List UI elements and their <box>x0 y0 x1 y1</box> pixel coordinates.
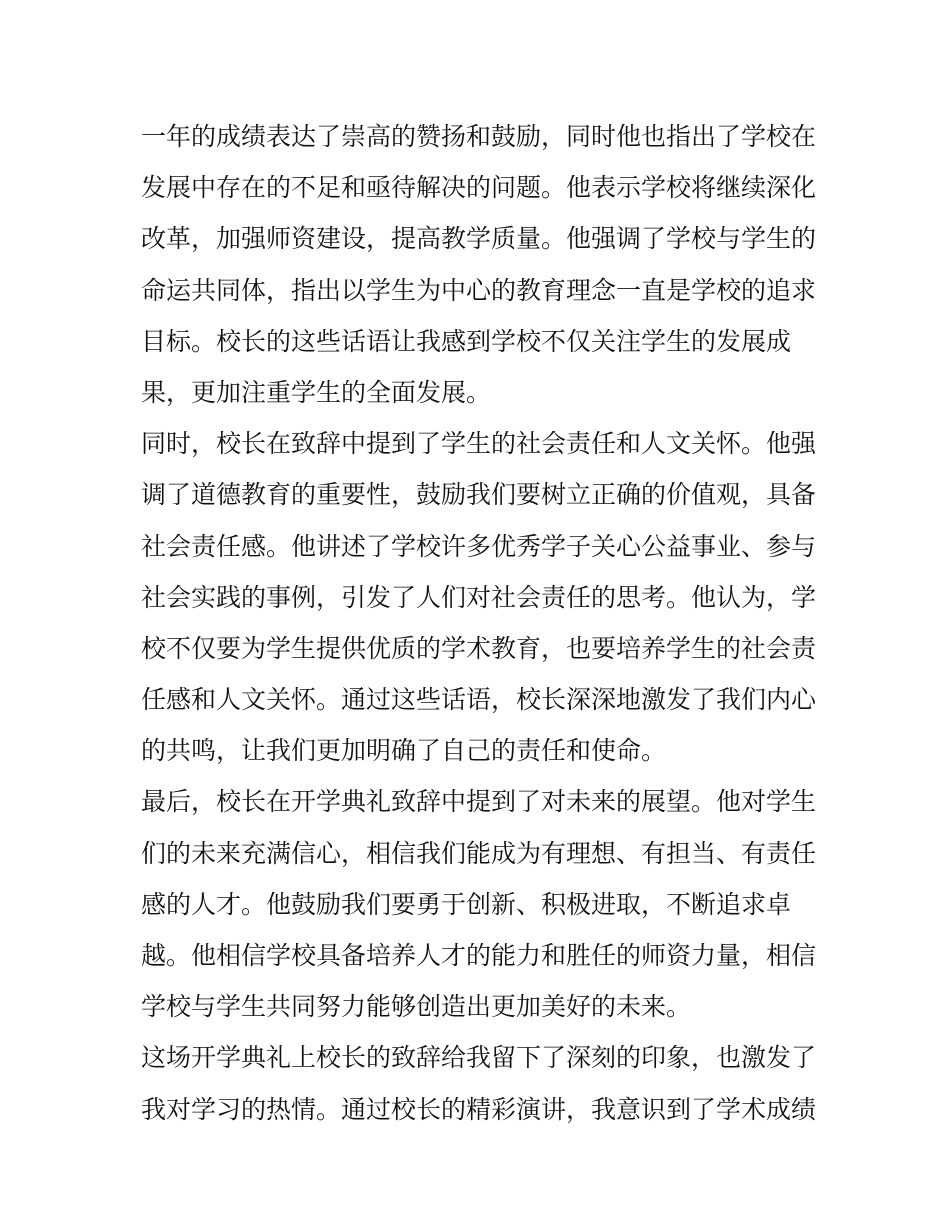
text-line: 命运共同体，指出以学生为中心的教育理念一直是学校的追求 <box>141 275 817 305</box>
text-line: 任感和人文关怀。通过这些话语，校长深深地激发了我们内心 <box>141 685 817 715</box>
text-line: 社会实践的事例，引发了人们对社会责任的思考。他认为，学 <box>141 582 817 612</box>
text-line: 发展中存在的不足和亟待解决的问题。他表示学校将继续深化 <box>141 173 817 203</box>
body-text <box>141 111 821 1135</box>
text-line: 我对学习的热情。通过校长的精彩演讲，我意识到了学术成绩 <box>141 1094 817 1124</box>
text-line: 果，更加注重学生的全面发展。 <box>141 377 492 407</box>
text-line: 一年的成绩表达了崇高的赞扬和鼓励，同时他也指出了学校在 <box>141 122 817 151</box>
text-line: 社会责任感。他讲述了学校许多优秀学子关心公益事业、参与 <box>141 531 817 561</box>
text-line: 目标。校长的这些话语让我感到学校不仅关注学生的发展成 <box>141 326 792 356</box>
text-line: 们的未来充满信心，相信我们能成为有理想、有担当、有责任 <box>141 838 817 868</box>
text-line: 感的人才。他鼓励我们要勇于创新、积极进取，不断追求卓 <box>141 889 792 919</box>
text-line: 越。他相信学校具备培养人才的能力和胜任的师资力量，相信 <box>141 941 817 970</box>
text-line: 的共鸣，让我们更加明确了自己的责任和使命。 <box>141 736 667 766</box>
text-line: 改革，加强师资建设，提高教学质量。他强调了学校与学生的 <box>141 224 817 254</box>
text-line: 最后，校长在开学典礼致辞中提到了对未来的展望。他对学生 <box>141 787 817 817</box>
text-line: 学校与学生共同努力能够创造出更加美好的未来。 <box>141 992 692 1022</box>
text-line: 同时，校长在致辞中提到了学生的社会责任和人文关怀。他强 <box>141 429 817 459</box>
text-line: 这场开学典礼上校长的致辞给我留下了深刻的印象，也激发了 <box>141 1043 817 1073</box>
text-line: 调了道德教育的重要性，鼓励我们要树立正确的价值观，具备 <box>141 480 817 510</box>
text-line: 校不仅要为学生提供优质的学术教育，也要培养学生的社会责 <box>141 633 817 663</box>
